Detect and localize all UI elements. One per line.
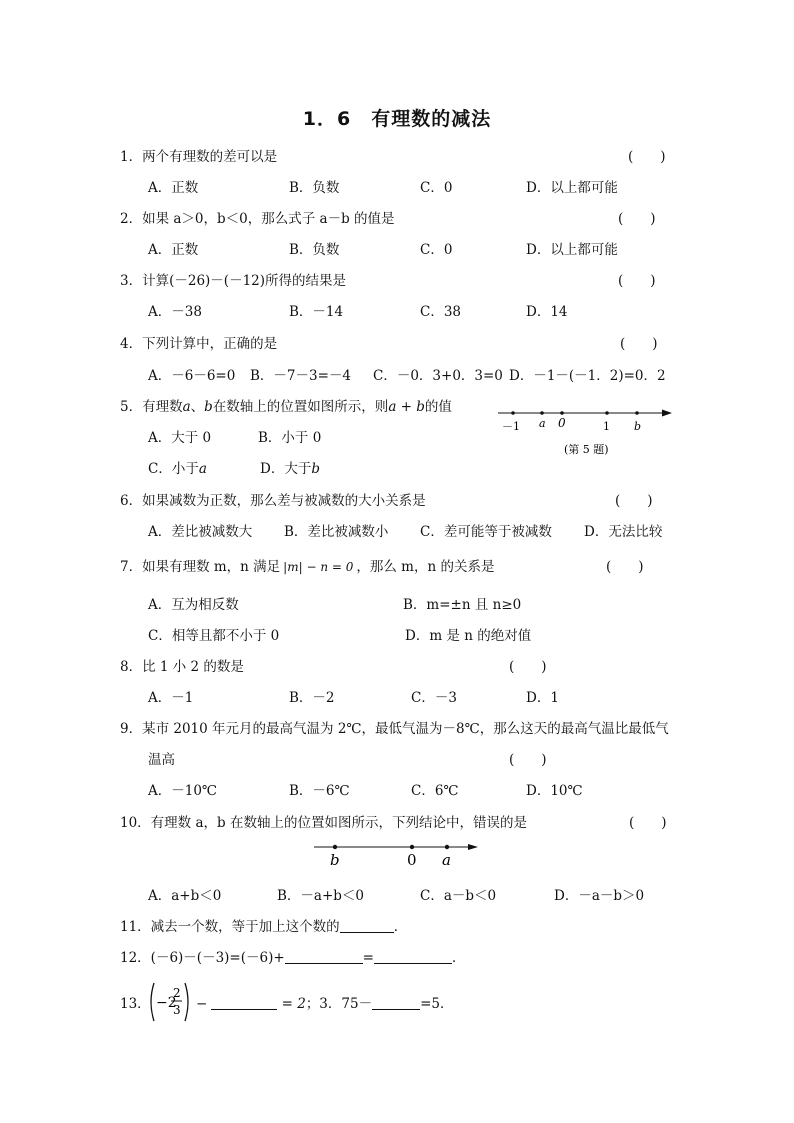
q5-option-b[interactable]: B．小于 0 bbox=[258, 430, 322, 446]
q2-stem: 2．如果 a＞0，b＜0，那么式子 a－b 的值是 bbox=[120, 211, 395, 227]
q10-option-c[interactable]: C．a－b＜0 bbox=[420, 888, 497, 904]
q13-blank-1[interactable] bbox=[211, 995, 277, 1010]
q7-formula: |m| − n = 0 bbox=[283, 560, 354, 574]
q9-stem-cont: 温高 bbox=[148, 752, 175, 768]
q3-option-d[interactable]: D．14 bbox=[526, 304, 568, 320]
q5-stem-post: 的值 bbox=[424, 399, 452, 415]
q1-option-b[interactable]: B．负数 bbox=[289, 180, 340, 196]
q5-tick-neg1 bbox=[511, 411, 515, 415]
q6-option-b[interactable]: B．差比被减数小 bbox=[284, 524, 389, 540]
q8-answer-bracket[interactable]: ( ) bbox=[509, 659, 547, 675]
q10-label-b: b bbox=[330, 851, 340, 869]
q11-end: ． bbox=[393, 919, 408, 935]
q5-option-c[interactable] bbox=[148, 457, 207, 477]
q3-option-c[interactable]: C．38 bbox=[420, 304, 462, 320]
q13-left-paren bbox=[151, 983, 154, 1021]
q13-blank-2[interactable] bbox=[372, 995, 420, 1010]
q12-line bbox=[120, 946, 465, 966]
q9-answer-bracket[interactable]: ( ) bbox=[509, 752, 547, 768]
q5-point-a bbox=[540, 411, 544, 415]
q5-point-b bbox=[635, 411, 639, 415]
q5-arrow-icon bbox=[662, 410, 672, 417]
q5-caption: (第 5 题) bbox=[564, 443, 609, 456]
q2-answer-bracket[interactable]: ( ) bbox=[618, 211, 656, 227]
q11-line bbox=[120, 915, 407, 935]
q10-option-a[interactable]: A．a+b＜0 bbox=[148, 888, 222, 904]
q4-stem: 4．下列计算中，正确的是 bbox=[120, 336, 278, 352]
q13-end: =5． bbox=[420, 996, 454, 1012]
q7-stem-post: ，那么 m，n 的关系是 bbox=[356, 559, 495, 575]
q6-answer-bracket[interactable]: ( ) bbox=[615, 493, 653, 509]
q9-option-c[interactable]: C．6℃ bbox=[411, 783, 459, 799]
q13-minus: − bbox=[196, 996, 208, 1012]
q4-option-d[interactable]: D．－1－(－1．2)=0．2 bbox=[509, 368, 666, 384]
q12-end: ． bbox=[451, 950, 466, 966]
q10-number-line bbox=[310, 838, 485, 870]
q8-option-b[interactable]: B．－2 bbox=[289, 690, 335, 706]
q5-number-line bbox=[492, 400, 682, 460]
q7-option-b[interactable]: B．m=±n 且 n≥0 bbox=[403, 597, 522, 613]
q2-option-c[interactable]: C．0 bbox=[420, 242, 453, 258]
q9-option-b[interactable]: B．－6℃ bbox=[289, 783, 350, 799]
q13-sep: ；3．75－ bbox=[305, 996, 373, 1012]
q6-option-a[interactable]: A．差比被减数大 bbox=[148, 524, 253, 540]
q13-mixed-number bbox=[148, 980, 192, 1024]
q3-option-a[interactable]: A．－38 bbox=[148, 304, 202, 320]
q5-option-a[interactable]: A．大于 0 bbox=[148, 430, 212, 446]
q5-sep: 、 bbox=[190, 399, 205, 415]
q6-stem: 6．如果减数为正数，那么差与被减数的大小关系是 bbox=[120, 493, 426, 509]
q1-answer-bracket[interactable]: ( ) bbox=[628, 149, 666, 165]
q5-label-b: b bbox=[634, 420, 642, 433]
q5-option-c-text: C．小于 bbox=[148, 461, 199, 477]
q13-denominator: 3 bbox=[173, 1003, 181, 1017]
q3-answer-bracket[interactable]: ( ) bbox=[618, 273, 656, 289]
page-title: 1．6 有理数的减法 bbox=[302, 108, 492, 130]
q10-point-a bbox=[445, 845, 449, 849]
q5-label-neg1: －1 bbox=[502, 420, 520, 433]
q5-tick-one bbox=[605, 411, 609, 415]
q2-option-b[interactable]: B．负数 bbox=[289, 242, 340, 258]
q10-point-b bbox=[333, 845, 337, 849]
q9-stem: 9．某市 2010 年元月的最高气温为 2℃，最低气温为－8℃，那么这天的最高气温比最低气 bbox=[120, 721, 669, 737]
q2-option-d[interactable]: D．以上都可能 bbox=[526, 242, 618, 258]
q5-option-d[interactable] bbox=[260, 457, 320, 477]
q4-answer-bracket[interactable]: ( ) bbox=[620, 336, 658, 352]
q5-option-d-text: D．大于 bbox=[260, 461, 312, 477]
q7-stem bbox=[120, 555, 494, 575]
q13-whole: −2 bbox=[156, 995, 177, 1011]
q5-option-d-var: b bbox=[311, 461, 320, 477]
q6-option-c[interactable]: C．差可能等于被减数 bbox=[420, 524, 552, 540]
q7-stem-pre: 7．如果有理数 m，n 满足 bbox=[120, 559, 281, 575]
q4-option-a[interactable]: A．－6－6=0 bbox=[148, 368, 236, 384]
q10-option-d[interactable]: D．－a－b＞0 bbox=[554, 888, 645, 904]
q10-label-zero: 0 bbox=[407, 851, 417, 869]
q10-answer-bracket[interactable]: ( ) bbox=[629, 815, 667, 831]
q8-option-c[interactable]: C．－3 bbox=[411, 690, 457, 706]
q12-text: 12．(－6)－(－3)=(－6)+ bbox=[120, 950, 285, 966]
q11-text: 11．减去一个数，等于加上这个数的 bbox=[120, 919, 340, 935]
q5-var-b: b bbox=[204, 399, 213, 415]
q1-option-d[interactable]: D．以上都可能 bbox=[526, 180, 618, 196]
q12-equals: = bbox=[362, 950, 374, 966]
q10-point-zero bbox=[410, 845, 414, 849]
q5-label-one: 1 bbox=[603, 420, 610, 433]
q8-option-a[interactable]: A．－1 bbox=[148, 690, 194, 706]
q5-stem-pre: 5．有理数 bbox=[120, 399, 183, 415]
q8-option-d[interactable]: D．1 bbox=[526, 690, 559, 706]
q5-label-zero: 0 bbox=[558, 416, 566, 430]
q9-option-d[interactable]: D．10℃ bbox=[526, 783, 583, 799]
q10-label-a: a bbox=[442, 851, 451, 869]
q7-option-a[interactable]: A．互为相反数 bbox=[148, 597, 239, 613]
q5-stem-mid: 在数轴上的位置如图所示，则 bbox=[212, 399, 389, 415]
q11-blank[interactable] bbox=[340, 918, 394, 933]
q13-right-paren bbox=[185, 983, 188, 1021]
q13-eq2: = 2 bbox=[281, 996, 306, 1012]
q13-numerator: 2 bbox=[173, 986, 181, 1000]
q5-tick-zero bbox=[560, 411, 564, 415]
q7-option-c[interactable]: C．相等且都不小于 0 bbox=[148, 628, 280, 644]
q3-option-b[interactable]: B．－14 bbox=[289, 304, 344, 320]
q4-option-b[interactable]: B．－7－3=－4 bbox=[250, 368, 351, 384]
q12-blank-2[interactable] bbox=[374, 949, 452, 964]
q6-option-d[interactable]: D．无法比较 bbox=[584, 524, 663, 540]
q13-rest bbox=[196, 992, 454, 1012]
q1-option-a[interactable]: A．正数 bbox=[148, 180, 199, 196]
q9-option-a[interactable]: A．－10℃ bbox=[148, 783, 218, 799]
q5-option-c-var: a bbox=[198, 461, 207, 477]
q4-option-c[interactable]: C．－0．3+0．3=0 bbox=[373, 368, 503, 384]
q5-var-a: a bbox=[182, 399, 191, 415]
q10-stem: 10．有理数 a，b 在数轴上的位置如图所示，下列结论中，错误的是 bbox=[120, 815, 527, 831]
q5-stem bbox=[120, 395, 452, 415]
q2-option-a[interactable]: A．正数 bbox=[148, 242, 199, 258]
q13-number: 13． bbox=[120, 996, 151, 1012]
q7-option-d[interactable]: D．m 是 n 的绝对值 bbox=[405, 628, 532, 644]
q12-blank-1[interactable] bbox=[285, 949, 363, 964]
q5-expr: a + b bbox=[388, 399, 425, 415]
q7-answer-bracket[interactable]: ( ) bbox=[606, 559, 644, 575]
q5-label-a: a bbox=[539, 417, 546, 430]
q8-stem: 8．比 1 小 2 的数是 bbox=[120, 659, 244, 675]
q1-stem: 1．两个有理数的差可以是 bbox=[120, 149, 278, 165]
q10-arrow-icon bbox=[468, 844, 478, 850]
q10-option-b[interactable]: B．－a+b＜0 bbox=[277, 888, 365, 904]
q3-stem: 3．计算(－26)－(－12)所得的结果是 bbox=[120, 273, 347, 289]
q1-option-c[interactable]: C．0 bbox=[420, 180, 453, 196]
